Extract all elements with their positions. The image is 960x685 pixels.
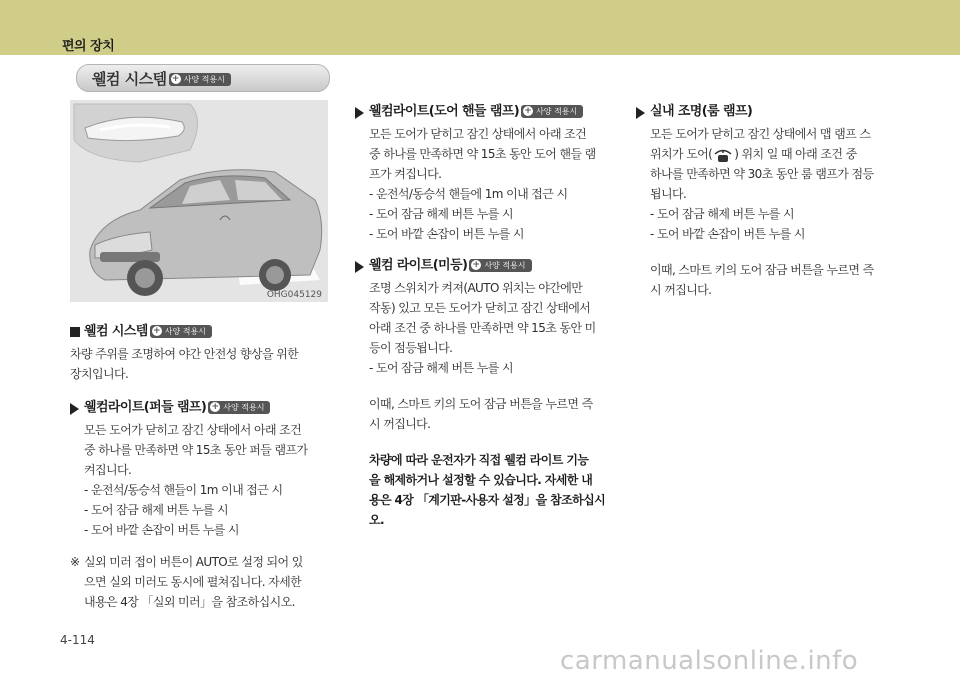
left-column: [70, 322, 332, 612]
puddle-line: 모든 도어가 닫히고 잠긴 상태에서 아래 조건: [84, 423, 302, 437]
triangle-bullet-icon: [70, 403, 79, 415]
puddle-line: 중 하나를 만족하면 약 15초 동안 퍼들 램프가: [84, 443, 308, 457]
plus-icon: +: [211, 402, 219, 412]
smartkey-line: 이때, 스마트 키의 도어 잠금 버튼을 누르면 즉: [650, 263, 874, 277]
settings-note-line: 용은 4장 「계기판-사용자 설정」을 참조하십시: [369, 493, 606, 507]
option-badge: + 사양 적용시: [469, 259, 531, 272]
triangle-bullet-icon: [355, 107, 364, 119]
handle-line: - 운전석/동승석 핸들에 1m 이내 접근 시: [369, 187, 568, 201]
plus-icon: +: [524, 106, 532, 116]
plus-icon: +: [171, 74, 180, 84]
header-band: [0, 0, 960, 55]
option-badge: + 사양 적용시: [521, 105, 583, 118]
page-number: 4-114: [60, 633, 95, 647]
smartkey-line: 시 꺼집니다.: [650, 283, 712, 297]
option-badge: + 사양 적용시: [169, 73, 231, 86]
tail-heading: 웰컴 라이트(미등) + 사양 적용시: [355, 256, 617, 276]
triangle-bullet-icon: [355, 261, 364, 273]
tail-line: 등이 점등됩니다.: [369, 341, 453, 355]
car-illustration: [70, 100, 328, 302]
settings-note-line: 오.: [369, 513, 384, 527]
section-title: 편의 장치: [62, 39, 115, 54]
note-mark: ※: [70, 555, 80, 569]
intro-line: 장치입니다.: [70, 367, 129, 381]
plus-icon: +: [472, 260, 481, 270]
tail-line: 조명 스위치가 켜져(AUTO 위치는 야간에만: [369, 281, 583, 295]
room-line: 위치가 도어( ) 위치 일 때 아래 조건 중: [650, 147, 857, 161]
plus-icon: +: [152, 326, 161, 336]
room-line: 됩니다.: [650, 187, 687, 201]
handle-line: 중 하나를 만족하면 약 15초 동안 도어 핸들 램: [369, 147, 596, 161]
smartkey-line: 이때, 스마트 키의 도어 잠금 버튼을 누르면 즉: [369, 397, 593, 411]
handle-line: 모든 도어가 닫히고 잠긴 상태에서 아래 조건: [369, 127, 587, 141]
smartkey-line: 시 꺼집니다.: [369, 417, 431, 431]
handle-line: - 도어 잠금 해제 버튼 누를 시: [369, 207, 513, 221]
puddle-line: 켜집니다.: [84, 463, 132, 477]
room-line: - 도어 바깥 손잡이 버튼 누를 시: [650, 227, 805, 241]
tail-line: 아래 조건 중 하나를 만족하면 약 15초 동안 미: [369, 321, 596, 335]
tail-line: - 도어 잠금 해제 버튼 누를 시: [369, 361, 513, 375]
middle-column: [355, 102, 617, 530]
handle-heading: 웰컴라이트(도어 핸들 램프) + 사양 적용시: [355, 102, 617, 122]
note-block: [70, 552, 332, 612]
room-heading: 실내 조명(룸 램프): [636, 102, 898, 122]
puddle-line: - 운전석/동승석 핸들이 1m 이내 접근 시: [84, 483, 283, 497]
title-pill: [76, 64, 330, 92]
room-line: 하나를 만족하면 약 30초 동안 룸 램프가 점등: [650, 167, 874, 181]
settings-note-line: 을 해제하거나 설정할 수 있습니다. 자세한 내: [369, 473, 593, 487]
note-line: 으면 실외 미러도 동시에 펼쳐집니다. 자세한: [84, 575, 302, 589]
door-position-icon: [712, 147, 734, 163]
handle-line: 프가 켜집니다.: [369, 167, 442, 181]
intro-line: 차량 주위를 조명하여 야간 안전성 향상을 위한: [70, 347, 299, 361]
puddle-line: - 도어 잠금 해제 버튼 누를 시: [84, 503, 228, 517]
puddle-line: - 도어 바깥 손잡이 버튼 누를 시: [84, 523, 239, 537]
intro-heading: 웰컴 시스템 + 사양 적용시: [70, 322, 332, 342]
triangle-bullet-icon: [636, 107, 645, 119]
watermark: carmanualsonline.info: [560, 646, 859, 676]
puddle-heading: 웰컴라이트(퍼들 램프) + 사양 적용시: [70, 398, 332, 418]
room-line: - 도어 잠금 해제 버튼 누를 시: [650, 207, 794, 221]
settings-note-line: 차량에 따라 운전자가 직접 웰컴 라이트 기능: [369, 453, 589, 467]
figure-caption: OHG045129: [266, 290, 322, 300]
note-line: 실외 미러 접이 버튼이 AUTO로 설정 되어 있: [84, 555, 303, 569]
square-bullet-icon: [70, 327, 80, 337]
note-line: 내용은 4장 「실외 미러」을 참조하십시오.: [84, 595, 295, 609]
option-badge: + 사양 적용시: [208, 401, 270, 414]
right-column: [636, 102, 898, 300]
room-line: 모든 도어가 닫히고 잠긴 상태에서 맵 램프 스: [650, 127, 871, 141]
tail-line: 작동) 있고 모든 도어가 닫히고 잠긴 상태에서: [369, 301, 591, 315]
handle-line: - 도어 바깥 손잡이 버튼 누를 시: [369, 227, 524, 241]
car-drawing: [70, 100, 328, 302]
pill-title: 웰컴 시스템: [92, 70, 167, 88]
option-badge: + 사양 적용시: [150, 325, 212, 338]
